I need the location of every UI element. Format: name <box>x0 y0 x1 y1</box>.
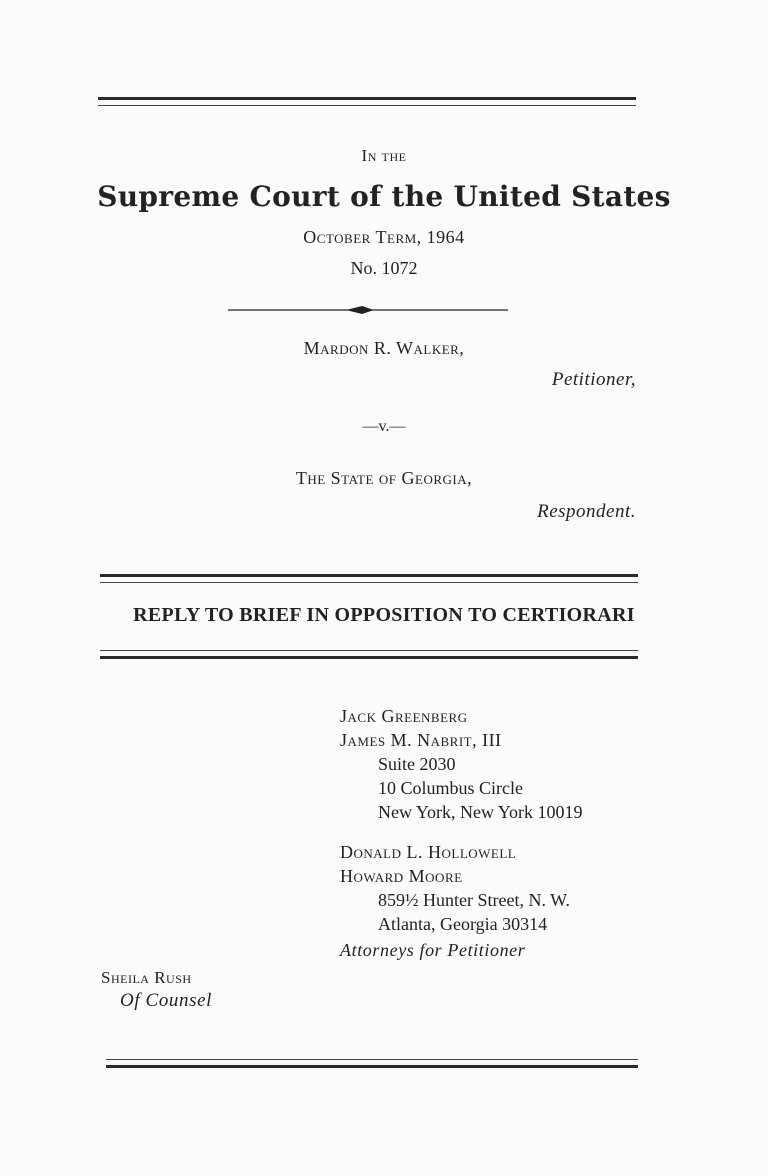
respondent-role: Respondent. <box>537 501 636 522</box>
court-prefix: In the <box>361 146 407 165</box>
title-rule-top-thick <box>100 574 638 577</box>
top-rule-thin <box>98 105 636 106</box>
attorney-name: James M. Nabrit, III <box>340 730 502 750</box>
address-line: Suite 2030 <box>378 754 456 774</box>
address-line: New York, New York 10019 <box>378 802 583 822</box>
ornamental-divider <box>228 303 508 317</box>
document-title: REPLY TO BRIEF IN OPPOSITION TO CERTIORARI <box>133 604 635 626</box>
versus-mark: —v.— <box>362 418 406 435</box>
top-rule-thick <box>98 97 636 100</box>
bottom-rule-thin <box>106 1059 638 1060</box>
bottom-rule-thick <box>106 1065 638 1068</box>
court-title: Supreme Court of the United States <box>97 180 671 213</box>
of-counsel-name: Sheila Rush <box>101 968 192 987</box>
counsel-block-1 <box>340 704 583 824</box>
address-line: 859½ Hunter Street, N. W. <box>378 890 570 910</box>
title-rule-bottom-thin <box>100 650 638 651</box>
petitioner-role: Petitioner, <box>551 369 636 390</box>
attorney-name: Donald L. Hollowell <box>340 842 517 862</box>
counsel-block-2 <box>340 840 570 936</box>
address-line: Atlanta, Georgia 30314 <box>378 914 548 934</box>
of-counsel-role: Of Counsel <box>120 990 213 1011</box>
attorney-name: Howard Moore <box>340 866 463 886</box>
address-line: 10 Columbus Circle <box>378 778 523 798</box>
attorneys-role: Attorneys for Petitioner <box>340 940 526 960</box>
title-rule-bottom-thick <box>100 656 638 659</box>
docket-number: No. 1072 <box>350 258 418 278</box>
petitioner-name: Mardon R. Walker, <box>303 338 465 358</box>
court-term: October Term, 1964 <box>303 227 465 247</box>
attorney-name: Jack Greenberg <box>340 706 468 726</box>
respondent-name: The State of Georgia, <box>295 468 473 488</box>
title-rule-top-thin <box>100 582 638 583</box>
